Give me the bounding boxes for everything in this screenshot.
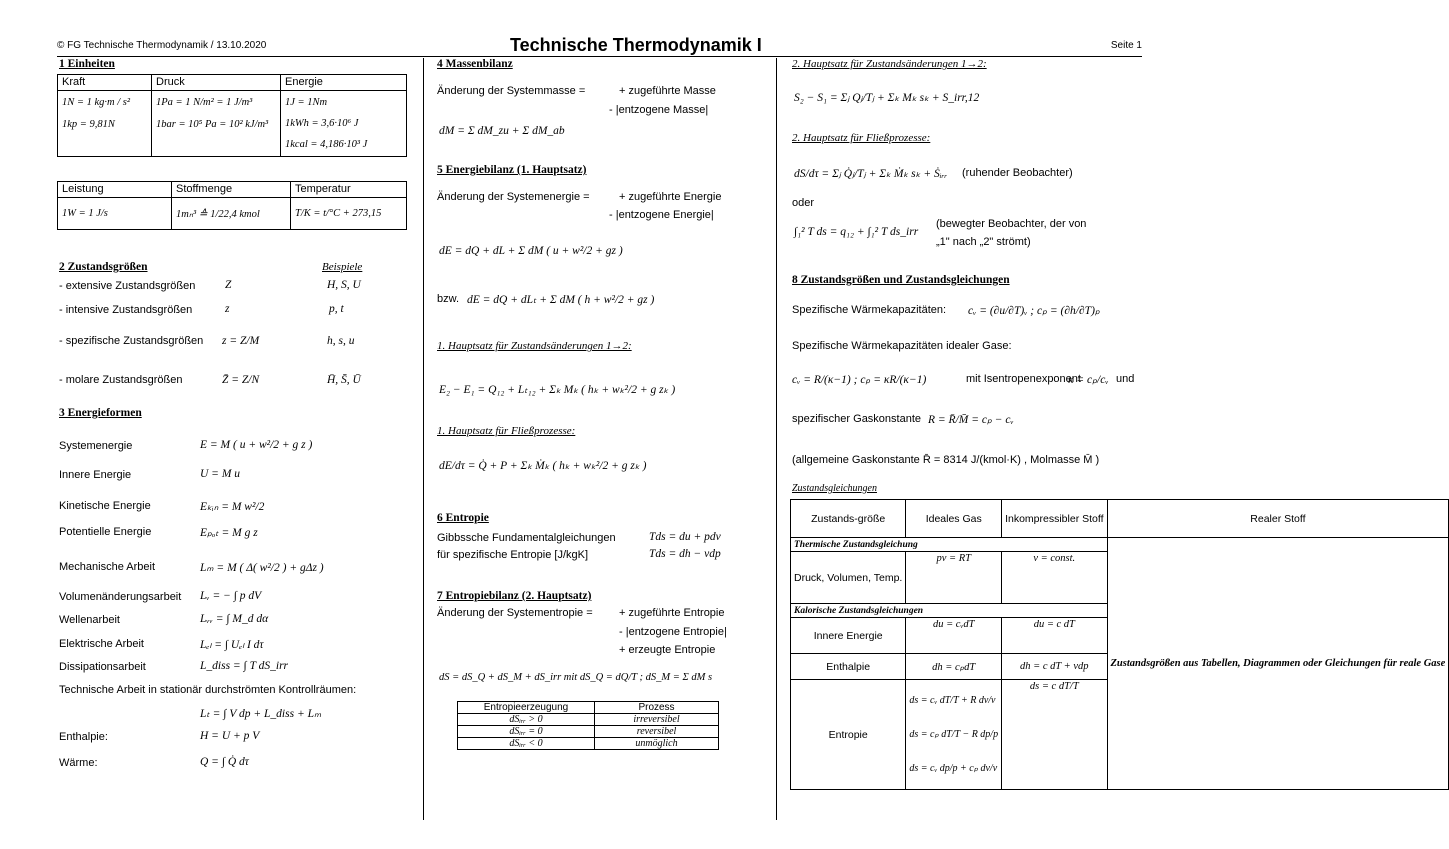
dissipationsarbeit-label: Dissipationsarbeit	[59, 661, 146, 673]
energiebilanz-eq-1: dE = dQ + dL + Σ dM ( u + w²/2 + gz )	[439, 245, 623, 257]
entropiebilanz-entzogen: - |entzogene Entropie|	[619, 626, 727, 638]
page-number: Seite 1	[1110, 40, 1142, 51]
gaskonstante-eq: R = R̄/M̄ = cₚ − cᵥ	[928, 414, 1014, 426]
molare-example: H̄, S̄, Ū	[327, 374, 361, 386]
zg-ent-ideal	[906, 680, 1002, 790]
potentielle-energie-label: Potentielle Energie	[59, 526, 152, 538]
hauptsatz-1-zustand-heading: 1. Hauptsatz für Zustandsänderungen 1→2:	[437, 340, 632, 352]
energiebilanz-text: Änderung der Systemenergie =	[437, 191, 590, 203]
und-label: und	[1116, 373, 1135, 385]
extensive-symbol: Z	[225, 279, 232, 291]
header-stoffmenge: Stoffmenge	[172, 182, 291, 198]
mechanische-arbeit-label: Mechanische Arbeit	[59, 561, 155, 573]
header-druck: Druck	[152, 75, 281, 91]
zg-ie-inkomp: du = c dT	[1002, 618, 1107, 654]
units-table-2	[57, 181, 407, 230]
potentielle-energie-eq: Eₚₒₜ = M g z	[200, 527, 258, 539]
waermekap-label: Spezifische Wärmekapazitäten:	[792, 304, 947, 316]
energie-line-1: 1J = 1Nm	[285, 97, 328, 108]
massenbilanz-zugefuehrt: + zugeführte Masse	[619, 85, 716, 97]
gibbs-label: Gibbssche Fundamentalgleichungen	[437, 532, 616, 544]
extensive-label: - extensive Zustandsgrößen	[59, 280, 196, 292]
druck-line-1: 1Pa = 1 N/m² = 1 J/m³	[156, 97, 253, 108]
waermekap-eq: cᵥ = (∂u/∂T)ᵥ ; cₚ = (∂h/∂T)ₚ	[968, 305, 1100, 317]
elektrische-arbeit-label: Elektrische Arbeit	[59, 638, 144, 650]
cell-leistung: 1W = 1 J/s	[58, 198, 172, 230]
dissipationsarbeit-eq: L_diss = ∫ T dS_irr	[200, 660, 289, 672]
wellenarbeit-label: Wellenarbeit	[59, 614, 120, 626]
hauptsatz-1-fliess-heading: 1. Hauptsatz für Fließprozesse:	[437, 425, 576, 437]
spez-entropie-label: für spezifische Entropie [J/kgK]	[437, 549, 589, 561]
zg-real-note: Zustandsgrößen aus Tabellen, Diagrammen oder Gleichungen für reale Gase	[1107, 538, 1449, 790]
gibbs-eq-2: Tds = dh − vdp	[649, 548, 721, 560]
intensive-example: p, t	[329, 303, 344, 315]
zg-ent-ideal-1: ds = cᵥ dT/T + R dv/v	[909, 694, 996, 706]
header-kraft: Kraft	[58, 75, 152, 91]
section-5-heading: 5 Energiebilanz (1. Hauptsatz)	[437, 164, 587, 176]
section-7-heading: 7 Entropiebilanz (2. Hauptsatz)	[437, 590, 592, 602]
entropiebilanz-zugefuehrt: + zugeführte Entropie	[619, 607, 725, 619]
molare-label: - molare Zustandsgrößen	[59, 374, 183, 386]
section-3-heading: 3 Energieformen	[59, 407, 142, 419]
zg-dvt-ideal: pv = RT	[906, 552, 1002, 604]
zustandsgleichungen-heading: Zustandsgleichungen	[792, 483, 877, 494]
zg-ent-inkomp: ds = c dT/T	[1002, 680, 1107, 790]
energiebilanz-eq-2: dE = dQ + dLₜ + Σ dM ( h + w²/2 + gz )	[467, 294, 655, 306]
spezifische-symbol: z = Z/M	[222, 335, 260, 347]
header-temperatur: Temperatur	[291, 182, 407, 198]
section-6-heading: 6 Entropie	[437, 512, 489, 524]
spezifische-label: - spezifische Zustandsgrößen	[59, 335, 204, 347]
ent-row-1-proc: irreversibel	[595, 714, 719, 726]
section-4-heading: 4 Massenbilanz	[437, 58, 513, 70]
volumenaenderungsarbeit-eq: Lᵥ = − ∫ p dV	[200, 590, 262, 602]
kraft-line-1: 1N = 1 kg·m / s²	[62, 97, 130, 108]
mechanische-arbeit-eq: Lₘ = M ( Δ( w²/2 ) + gΔz )	[200, 562, 324, 574]
zg-ent-ideal-2: ds = cₚ dT/T − R dp/p	[909, 728, 999, 740]
druck-line-2: 1bar = 10⁵ Pa = 10² kJ/m³	[156, 119, 269, 130]
column-1	[57, 58, 409, 820]
hauptsatz-2-fliess-heading: 2. Hauptsatz für Fließprozesse:	[792, 132, 931, 144]
massenbilanz-eq: dM = Σ dM_zu + Σ dM_ab	[439, 125, 565, 137]
zg-ie-ideal: du = cᵥdT	[906, 618, 1002, 654]
header-energie: Energie	[281, 75, 407, 91]
ent-row-1-cond: dSᵢᵣᵣ > 0	[458, 714, 595, 726]
hauptsatz-2-fliess-eq: dS/dτ = Σⱼ Q̇ⱼ/Tⱼ + Σₖ Ṁₖ sₖ + Ṡᵢᵣᵣ	[794, 168, 948, 180]
waermekap-ideal-eq: cᵥ = R/(κ−1) ; cₚ = κR/(κ−1)	[792, 374, 927, 386]
allgemeine-gaskonstante: (allgemeine Gaskonstante R̄ = 8314 J/(kmol·K) , Molmasse M̄ )	[792, 454, 1100, 466]
kappa-eq: κ = cₚ/cᵥ	[1068, 374, 1109, 386]
units-table-1	[57, 74, 407, 157]
entropiebilanz-erzeugt: + erzeugte Entropie	[619, 644, 716, 656]
bewegter-beobachter-note-1: (bewegter Beobachter, der von	[936, 218, 1087, 230]
spezifische-example: h, s, u	[327, 335, 355, 347]
ent-header-2: Prozess	[595, 702, 719, 714]
oder-label: oder	[792, 197, 815, 209]
page-title: Technische Thermodynamik I	[510, 35, 762, 55]
section-8-heading: 8 Zustandsgrößen und Zustandsgleichungen	[792, 274, 1010, 286]
column-divider-2	[776, 58, 777, 820]
massenbilanz-entzogen: - |entzogene Masse|	[609, 104, 709, 116]
molare-symbol: Z̄ = Z/N	[222, 374, 260, 386]
ent-header-1: Entropieerzeugung	[458, 702, 595, 714]
gaskonstante-label: spezifischer Gaskonstante	[792, 413, 922, 425]
copyright-line: © FG Technische Thermodynamik / 13.10.2020	[57, 40, 267, 51]
energie-line-3: 1kcal = 4,186·10³ J	[285, 139, 368, 150]
intensive-symbol: z	[225, 303, 230, 315]
technische-arbeit-eq: Lₜ = ∫ V dp + L_diss + Lₘ	[200, 708, 322, 720]
hauptsatz-2-bewegt-eq: ∫₁² T ds = q₁₂ + ∫₁² T ds_irr	[794, 226, 919, 238]
zg-en-ideal: dh = cₚdT	[906, 654, 1002, 680]
zustandsgleichungen-table	[790, 499, 1449, 790]
kinetische-energie-eq: Eₖᵢₙ = M w²/2	[200, 501, 265, 513]
innere-energie-label: Innere Energie	[59, 469, 132, 481]
volumenaenderungsarbeit-label: Volumenänderungsarbeit	[59, 591, 182, 603]
massenbilanz-text: Änderung der Systemmasse =	[437, 85, 586, 97]
kinetische-energie-label: Kinetische Energie	[59, 500, 151, 512]
gibbs-eq-1: Tds = du + pdv	[649, 531, 721, 543]
elektrische-arbeit-eq: Lₑₗ = ∫ Uₑₗ I dτ	[200, 639, 264, 651]
cell-energie	[281, 91, 407, 157]
technische-arbeit-label: Technische Arbeit in stationär durchströmten Kontrollräumen:	[59, 684, 357, 696]
systemenergie-eq: E = M ( u + w²/2 + g z )	[200, 439, 313, 451]
bewegter-beobachter-note-2: „1" nach „2" strömt)	[936, 236, 1031, 248]
hauptsatz-1-zustand-eq: E₂ − E₁ = Q₁₂ + Lₜ₁₂ + Σₖ Mₖ ( hₖ + wₖ²/2 + g zₖ )	[439, 384, 676, 396]
ent-row-2-cond: dSᵢᵣᵣ = 0	[458, 726, 595, 738]
energiebilanz-entzogen: - |entzogene Energie|	[609, 209, 714, 221]
zg-row-entropie: Entropie	[791, 680, 906, 790]
zg-header-inkomp: Inkompressibler Stoff	[1002, 500, 1107, 538]
zg-header-real: Realer Stoff	[1107, 500, 1449, 538]
zg-ent-ideal-3: ds = cᵥ dp/p + cₚ dv/v	[909, 762, 998, 774]
entropiebilanz-eq: dS = dS_Q + dS_M + dS_irr mit dS_Q = dQ/T ; dS_M = Σ dM s	[439, 672, 713, 683]
zg-header-ideal: Ideales Gas	[906, 500, 1002, 538]
zg-header-zustand: Zustands-größe	[791, 500, 906, 538]
hauptsatz-2-zustand-eq: S₂ − S₁ = Σⱼ Qⱼ/Tⱼ + Σₖ Mₖ sₖ + S_irr,12	[794, 92, 980, 104]
ent-row-2-proc: reversibel	[595, 726, 719, 738]
energiebilanz-zugefuehrt: + zugeführte Energie	[619, 191, 722, 203]
entropiebilanz-text: Änderung der Systementropie =	[437, 607, 593, 619]
hauptsatz-2-zustand-heading: 2. Hauptsatz für Zustandsänderungen 1→2:	[792, 58, 987, 70]
zg-group-thermisch: Thermische Zustandsgleichung	[791, 538, 1108, 552]
hauptsatz-1-fliess-eq: dE/dτ = Q̇ + P + Σₖ Ṁₖ ( hₖ + wₖ²/2 + g zₖ )	[439, 460, 647, 472]
enthalpie-eq: H = U + p V	[200, 730, 260, 742]
cell-stoffmenge: 1mₙ³ ≙ 1/22,4 kmol	[172, 198, 291, 230]
ent-row-3-cond: dSᵢᵣᵣ < 0	[458, 738, 595, 750]
ent-row-3-proc: unmöglich	[595, 738, 719, 750]
wellenarbeit-eq: Lᵥᵥ = ∫ M_d dα	[200, 613, 269, 625]
entropie-prozess-table	[457, 701, 719, 750]
waerme-eq: Q = ∫ Q̇ dτ	[200, 756, 249, 768]
isentropen-label: mit Isentropenexponent	[966, 373, 1081, 385]
section-1-heading: 1 Einheiten	[59, 58, 115, 70]
waerme-label: Wärme:	[59, 757, 98, 769]
section-2-heading: 2 Zustandsgrößen	[59, 261, 148, 273]
energie-line-2: 1kWh = 3,6·10⁶ J	[285, 118, 359, 129]
column-2	[437, 58, 759, 820]
intensive-label: - intensive Zustandsgrößen	[59, 304, 193, 316]
waermekap-ideal-label: Spezifische Wärmekapazitäten idealer Gase:	[792, 340, 1012, 352]
kraft-line-2: 1kp = 9,81N	[62, 119, 115, 130]
zg-en-inkomp: dh = c dT + vdp	[1002, 654, 1107, 680]
innere-energie-eq: U = M u	[200, 468, 241, 480]
page-header	[57, 35, 1142, 57]
column-divider-1	[423, 58, 424, 820]
cell-kraft	[58, 91, 152, 157]
beispiele-label: Beispiele	[322, 261, 363, 273]
column-3	[790, 58, 1446, 820]
zg-row-enthalpie: Enthalpie	[791, 654, 906, 680]
cell-druck	[152, 91, 281, 157]
zg-row-dvt: Druck, Volumen, Temp.	[791, 552, 906, 604]
systemenergie-label: Systemenergie	[59, 440, 133, 452]
zg-dvt-inkomp: v = const.	[1002, 552, 1107, 604]
energiebilanz-bzw: bzw.	[437, 293, 460, 305]
extensive-example: H, S, U	[327, 279, 361, 291]
zg-group-kalorisch: Kalorische Zustandsgleichungen	[791, 604, 1108, 618]
zg-row-innere-energie: Innere Energie	[791, 618, 906, 654]
enthalpie-label: Enthalpie:	[59, 731, 108, 743]
ruhender-beobachter-note: (ruhender Beobachter)	[962, 167, 1073, 179]
header-leistung: Leistung	[58, 182, 172, 198]
cell-temperatur: T/K = t/°C + 273,15	[291, 198, 407, 230]
